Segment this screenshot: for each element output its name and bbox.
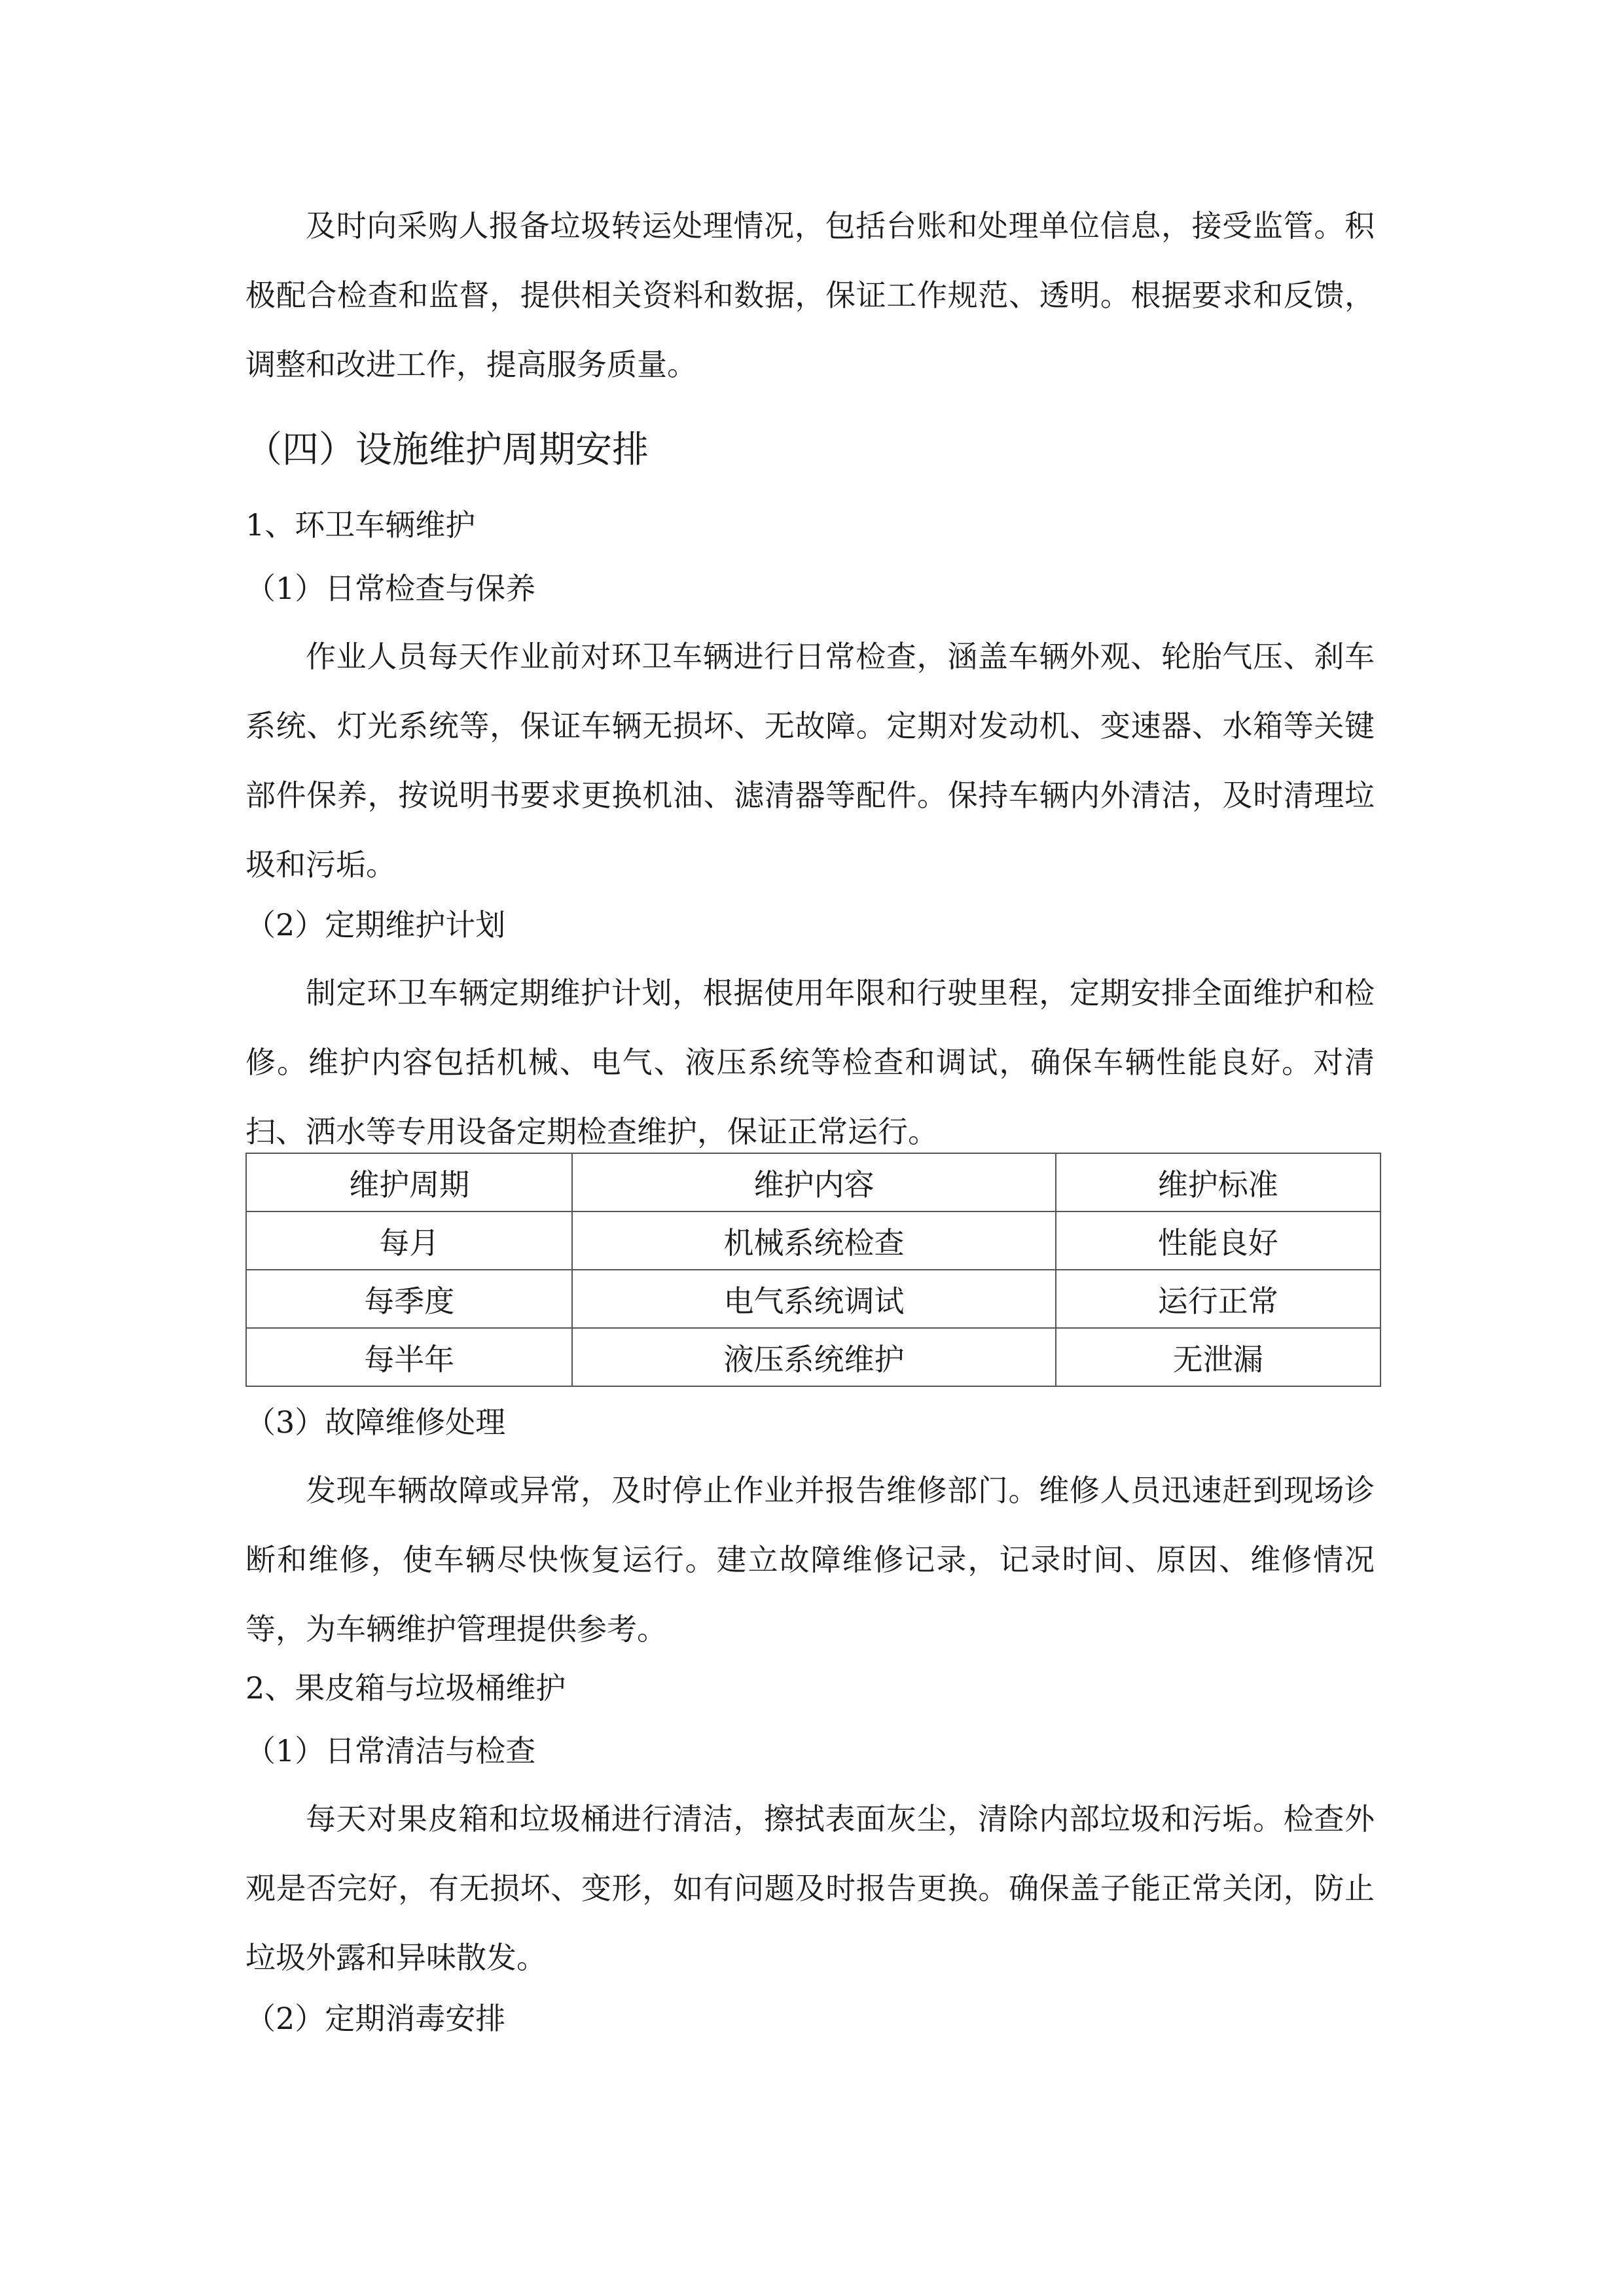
table-cell: 机械系统检查	[572, 1211, 1055, 1270]
paragraph-fault-repair: 发现车辆故障或异常，及时停止作业并报告维修部门。维修人员迅速赶到现场诊断和维修，使车辆尽快恢复运行。建立故障维修记录，记录时间、原因、维修情况等，为车辆维护管理提供参考。	[245, 1473, 1375, 1647]
subheading-periodic-disinfection: （2）定期消毒安排	[245, 2001, 506, 2036]
heading-bin-maintenance: 2、果皮箱与垃圾桶维护	[245, 1670, 566, 1706]
paragraph-daily-inspection: 作业人员每天作业前对环卫车辆进行日常检查，涵盖车辆外观、轮胎气压、刹车系统、灯光系统等，保证车辆无损坏、无故障。定期对发动机、变速器、水箱等关键部件保养，按说明书要求更换机油、滤清器等配件。保持车辆内外清洁，及时清理垃圾和污垢。	[245, 639, 1375, 882]
table-cell: 无泄漏	[1056, 1328, 1380, 1386]
table-cell: 每季度	[246, 1270, 572, 1328]
subheading-fault-repair: （3）故障维修处理	[245, 1405, 506, 1440]
table-cell: 液压系统维护	[572, 1328, 1055, 1386]
table-header-cell: 维护周期	[246, 1153, 572, 1211]
subheading-daily-cleaning: （1）日常清洁与检查	[245, 1733, 536, 1768]
section-heading-facility-maintenance: （四）设施维护周期安排	[245, 429, 649, 471]
table-row	[246, 1211, 1380, 1270]
table-cell: 运行正常	[1056, 1270, 1380, 1328]
paragraph-reporting: 及时向采购人报备垃圾转运处理情况，包括台账和处理单位信息，接受监管。积极配合检查和监督，提供相关资料和数据，保证工作规范、透明。根据要求和反馈，调整和改进工作，提高服务质量。	[245, 208, 1375, 382]
table-cell: 每月	[246, 1211, 572, 1270]
table-header-row	[246, 1153, 1380, 1211]
table-header-cell: 维护内容	[572, 1153, 1055, 1211]
heading-vehicle-maintenance: 1、环卫车辆维护	[245, 507, 476, 543]
paragraph-periodic-plan: 制定环卫车辆定期维护计划，根据使用年限和行驶里程，定期安排全面维护和检修。维护内容包括机械、电气、液压系统等检查和调试，确保车辆性能良好。对清扫、洒水等专用设备定期检查维护，保证正常运行。	[245, 975, 1375, 1149]
table-row	[246, 1270, 1380, 1328]
table-cell: 电气系统调试	[572, 1270, 1055, 1328]
paragraph-daily-cleaning: 每天对果皮箱和垃圾桶进行清洁，擦拭表面灰尘，清除内部垃圾和污垢。检查外观是否完好，有无损坏、变形，如有问题及时报告更换。确保盖子能正常关闭，防止垃圾外露和异味散发。	[245, 1801, 1375, 1975]
table-cell: 每半年	[246, 1328, 572, 1386]
subheading-daily-inspection: （1）日常检查与保养	[245, 571, 536, 606]
subheading-periodic-plan: （2）定期维护计划	[245, 907, 506, 942]
table-cell: 性能良好	[1056, 1211, 1380, 1270]
table-header-cell: 维护标准	[1056, 1153, 1380, 1211]
table-row	[246, 1328, 1380, 1386]
maintenance-cycle-table	[245, 1153, 1381, 1387]
